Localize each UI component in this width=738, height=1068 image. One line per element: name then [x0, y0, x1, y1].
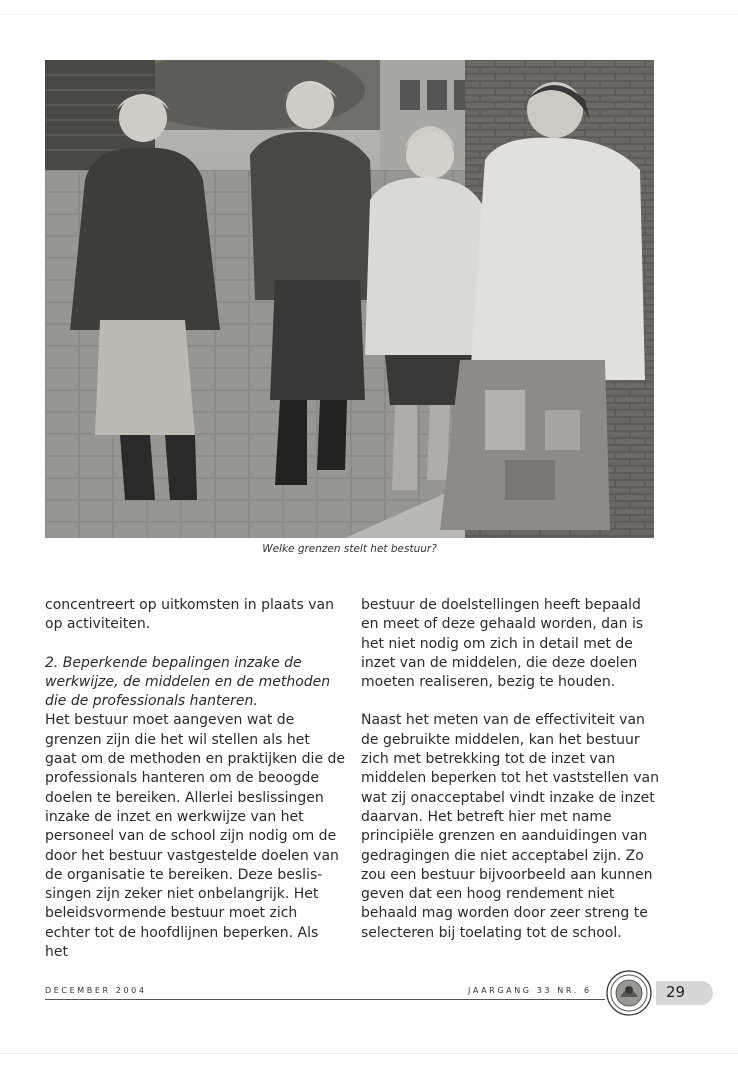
top-edge-line — [0, 14, 738, 15]
footer-date: DECEMBER 2004 — [45, 986, 147, 995]
left-column — [45, 596, 345, 962]
photo-caption: Welke grenzen stelt het bestuur? — [262, 543, 437, 555]
bottom-edge-line — [0, 1053, 738, 1054]
paragraph-body: Naast het meten van de effectiviteit van de gebruikte middelen, kan het bestuur zich met betrekking tot de inzet van middelen beperken tot het vaststellen van wat zij onacceptabel vindt inzake de inzet daarvan. Het betreft hier met name principiële grenzen en aanduidingen van gedragingen die niet acceptabel zijn. Zo zou een bestuur bijvoorbeeld aan kunnen geven dat een hoog rendement niet behaald mag worden door zeer streng te selecteren bij toelating tot de school. — [361, 712, 659, 941]
photo-girls-schoolyard — [45, 60, 654, 538]
paragraph-continuation: concentreert op uitkomsten in plaats van op activiteiten. — [45, 597, 334, 633]
paragraph-body: bestuur de doelstellingen heeft bepaald en meet of deze gehaald worden, dan is het niet nodig om zich in detail met de inzet van de middelen, die deze doelen moeten realiseren, bezig te houden. — [361, 597, 644, 691]
right-column — [361, 596, 661, 943]
paragraph-body: Het bestuur moet aangeven wat de grenzen zijn die het wil stellen als het gaat om de methoden en praktijken die de professionals hanteren om de beoogde doelen te bereiken. Allerlei beslissingen inzake de inzet en werkwijze van het personeel van de school zijn nodig om de door het bestuur vastgestelde doelen van de organisatie te bereiken. Deze beslis- singen zijn zeker niet onbelangrijk. Het beleidsvormende bestuur moet zich echter tot de hoofdlijnen beperken. Als het — [45, 712, 346, 961]
footer-rule — [45, 999, 605, 1000]
seal-logo-icon — [606, 970, 652, 1016]
page-number: 29 — [666, 983, 686, 1001]
section-heading: 2. Beperkende bepalingen inzake de werkwijze, de middelen en de methoden die de professionals hanteren. — [45, 654, 331, 710]
footer-issue: JAARGANG 33 NR. 6 — [468, 986, 592, 995]
photo-illustration — [45, 60, 654, 538]
